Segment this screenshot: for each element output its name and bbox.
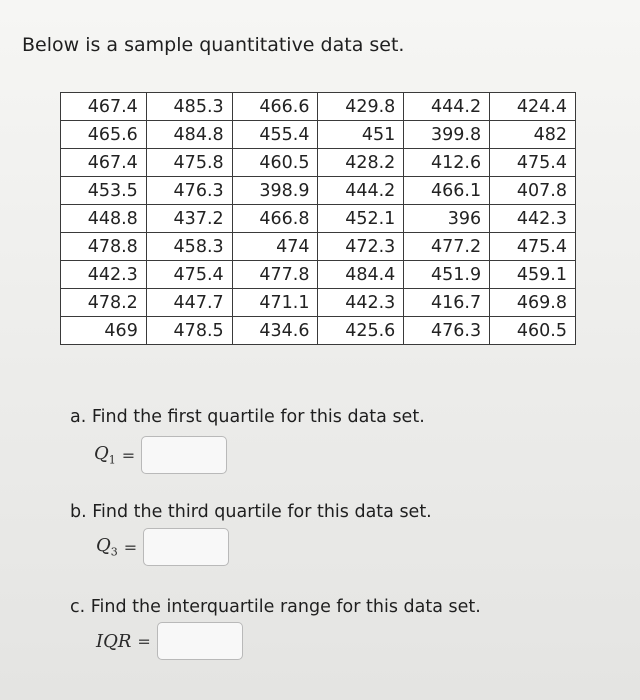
table-row <box>61 121 576 149</box>
question-b-text: b. Find the third quartile for this data set. <box>70 502 432 522</box>
q1-label <box>94 443 116 467</box>
table-cell: 469 <box>61 317 147 345</box>
table-cell: 451 <box>318 121 404 149</box>
table-cell: 452.1 <box>318 205 404 233</box>
table-cell: 416.7 <box>404 289 490 317</box>
question-a-text: a. Find the first quartile for this data set. <box>70 407 425 427</box>
table-row <box>61 205 576 233</box>
iqr-equals: = <box>137 631 151 651</box>
answer-row-iqr <box>96 622 243 660</box>
table-cell: 466.6 <box>232 93 318 121</box>
table-cell: 442.3 <box>318 289 404 317</box>
table-cell: 482 <box>490 121 576 149</box>
table-cell: 444.2 <box>404 93 490 121</box>
table-row <box>61 261 576 289</box>
table-cell: 466.1 <box>404 177 490 205</box>
data-table-body <box>61 93 576 345</box>
question-c-text: c. Find the interquartile range for this data set. <box>70 597 481 617</box>
q3-label-sub: 3 <box>110 545 118 559</box>
table-cell: 472.3 <box>318 233 404 261</box>
table-row <box>61 289 576 317</box>
q1-answer-input[interactable] <box>141 436 227 474</box>
table-cell: 474 <box>232 233 318 261</box>
table-cell: 466.8 <box>232 205 318 233</box>
table-cell: 453.5 <box>61 177 147 205</box>
table-cell: 469.8 <box>490 289 576 317</box>
table-row <box>61 233 576 261</box>
q3-label <box>96 535 118 559</box>
table-cell: 460.5 <box>232 149 318 177</box>
table-cell: 396 <box>404 205 490 233</box>
table-cell: 484.4 <box>318 261 404 289</box>
table-row <box>61 93 576 121</box>
q3-equals: = <box>123 537 138 557</box>
table-cell: 478.5 <box>146 317 232 345</box>
table-cell: 485.3 <box>146 93 232 121</box>
q1-equals: = <box>121 445 136 465</box>
table-cell: 451.9 <box>404 261 490 289</box>
table-cell: 478.8 <box>61 233 147 261</box>
q3-label-letter: Q <box>96 535 111 557</box>
table-cell: 475.4 <box>146 261 232 289</box>
table-cell: 442.3 <box>61 261 147 289</box>
table-cell: 407.8 <box>490 177 576 205</box>
table-row <box>61 149 576 177</box>
table-cell: 467.4 <box>61 93 147 121</box>
intro-text: Below is a sample quantitative data set. <box>22 34 405 56</box>
table-cell: 467.4 <box>61 149 147 177</box>
table-cell: 398.9 <box>232 177 318 205</box>
table-cell: 447.7 <box>146 289 232 317</box>
table-cell: 412.6 <box>404 149 490 177</box>
table-cell: 434.6 <box>232 317 318 345</box>
table-cell: 437.2 <box>146 205 232 233</box>
answer-row-q3 <box>96 528 229 566</box>
table-cell: 399.8 <box>404 121 490 149</box>
table-cell: 459.1 <box>490 261 576 289</box>
q1-label-sub: 1 <box>108 453 116 467</box>
table-cell: 458.3 <box>146 233 232 261</box>
answer-row-q1 <box>94 436 227 474</box>
table-cell: 471.1 <box>232 289 318 317</box>
table-cell: 448.8 <box>61 205 147 233</box>
table-cell: 477.2 <box>404 233 490 261</box>
table-cell: 475.4 <box>490 149 576 177</box>
table-cell: 465.6 <box>61 121 147 149</box>
table-cell: 476.3 <box>404 317 490 345</box>
table-cell: 425.6 <box>318 317 404 345</box>
table-cell: 476.3 <box>146 177 232 205</box>
table-row <box>61 177 576 205</box>
table-cell: 475.8 <box>146 149 232 177</box>
table-cell: 428.2 <box>318 149 404 177</box>
q1-label-letter: Q <box>94 443 109 465</box>
table-cell: 444.2 <box>318 177 404 205</box>
table-cell: 455.4 <box>232 121 318 149</box>
table-cell: 478.2 <box>61 289 147 317</box>
table-cell: 475.4 <box>490 233 576 261</box>
table-row <box>61 317 576 345</box>
table-cell: 460.5 <box>490 317 576 345</box>
table-cell: 484.8 <box>146 121 232 149</box>
table-cell: 442.3 <box>490 205 576 233</box>
table-cell: 429.8 <box>318 93 404 121</box>
table-cell: 424.4 <box>490 93 576 121</box>
table-cell: 477.8 <box>232 261 318 289</box>
iqr-label: IQR <box>96 630 132 652</box>
q3-answer-input[interactable] <box>143 528 229 566</box>
iqr-answer-input[interactable] <box>157 622 243 660</box>
data-table <box>60 92 576 345</box>
